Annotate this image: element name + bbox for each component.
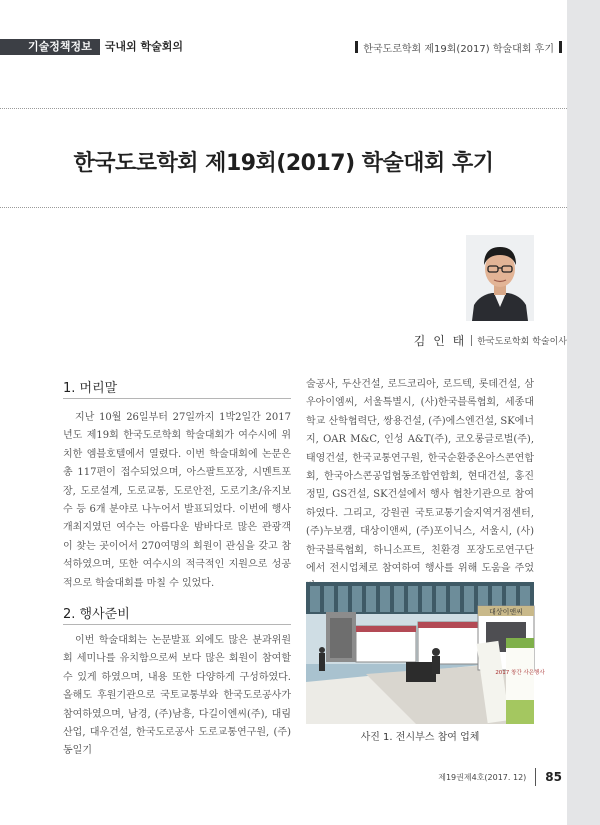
- right-column-body: [306, 376, 534, 597]
- footer-separator: [535, 768, 536, 786]
- section-heading-preparation: 2. 행사준비: [63, 607, 130, 622]
- continued-paragraph: 술공사, 두산건설, 로드코리아, 로드텍, 롯데건설, 삼우아이엠씨, 서울특별시, (사)한국블록협회, 세종대학교 산학협력단, 쌍용건설, (주)에스엔건설, SK에너지, OAR M&C, 인성 A&T(주), 코오롱글로벌(주), 태영건설, 한국교통연구원, 한국순환중온아스콘연합회, 한국아스콘공업협동조합연합회, 현대건설, 홍진정밀, GS건설, SK건설에서 행사 협찬기관으로 참여하였다. 그리고, 강원권 국토교통기술지역거점센터, (주)누보캠, 대상이앤씨, (주)포이닉스, 서울시, (사)한국블록협회, 하니소프트, 친환경 포장도로연구단에서 전시업체로 참여하여 행사를 위해 도움을 주었: [306, 379, 534, 575]
- running-title-text: 한국도로학회 제19회(2017) 학술대회 후기: [363, 43, 554, 55]
- author-role: 한국도로학회 학술이사: [477, 337, 567, 347]
- banner-text: 2017 창간 사은행사: [495, 670, 545, 676]
- issue-info: 제19권제4호(2017. 12): [438, 772, 527, 782]
- booth-sign-text: 대상이앤씨: [489, 608, 523, 616]
- preparation-paragraph: 이번 학술대회는 논문발표 외에도 많은 분과위원회 세미나를 유치함으로써 보다 많은 회원이 참여할 수 있게 하였으며, 내용 또한 다양하게 구성하였다. 올해도 후원기관으로 국토교통부와 한국도로공사가 참여하였으며, 남경, (주)남흥, 다길이엔씨(주), 대림산업, 대우건설, 한국도로공사 도로교통연구원, (주)동일기: [63, 635, 291, 757]
- header-category-label: 기술정책정보: [0, 39, 100, 55]
- article-title: 한국도로학회 제19회(2017) 학술대회 후기: [73, 151, 494, 176]
- author-photo: [466, 235, 534, 321]
- section-rule-intro: [63, 398, 291, 399]
- author-separator: [471, 335, 472, 346]
- section-rule-preparation: [63, 624, 291, 625]
- page-footer: [438, 768, 562, 786]
- header-bar-right: [559, 41, 562, 53]
- section-body-intro: [63, 409, 291, 593]
- section-body-preparation: [63, 632, 291, 761]
- figure-caption: 사진 1. 전시부스 참여 업체: [360, 732, 480, 743]
- title-divider-bottom: [0, 207, 567, 208]
- header-category: [0, 39, 183, 55]
- side-margin-bar: [567, 0, 600, 825]
- author-byline: [414, 332, 567, 349]
- page-number: 85: [545, 770, 562, 784]
- intro-paragraph: 지난 10월 26일부터 27일까지 1박2일간 2017년도 제19회 한국도로학회 학술대회가 여수시에 위치한 엠블호텔에서 열렸다. 이번 학술대회에 논문은 총 117편이 접수되었으며, 아스팔트포장, 시멘트포장, 도로설계, 도로교통, 도로안전, 도로기초/유지보수 등 6개 분야로 나누어서 발표되었다. 이번에 행사개최지였던 여수는 아름다운 밤바다로 많은 관광객이 찾는 곳이어서 270여명의 회원이 관심을 갖고 참석하였으며, 또한 여수시의 적극적인 지원으로 성공적으로 학술대회를 마칠 수 있었다.: [63, 412, 291, 589]
- section-heading-intro: 1. 머리말: [63, 381, 118, 396]
- exhibition-booth-photo: [306, 582, 545, 724]
- header-running-title: [355, 39, 562, 55]
- header-subcategory-label: 국내외 학술회의: [104, 40, 183, 53]
- title-divider-top: [0, 108, 567, 109]
- author-name: 김 인 태: [413, 334, 467, 348]
